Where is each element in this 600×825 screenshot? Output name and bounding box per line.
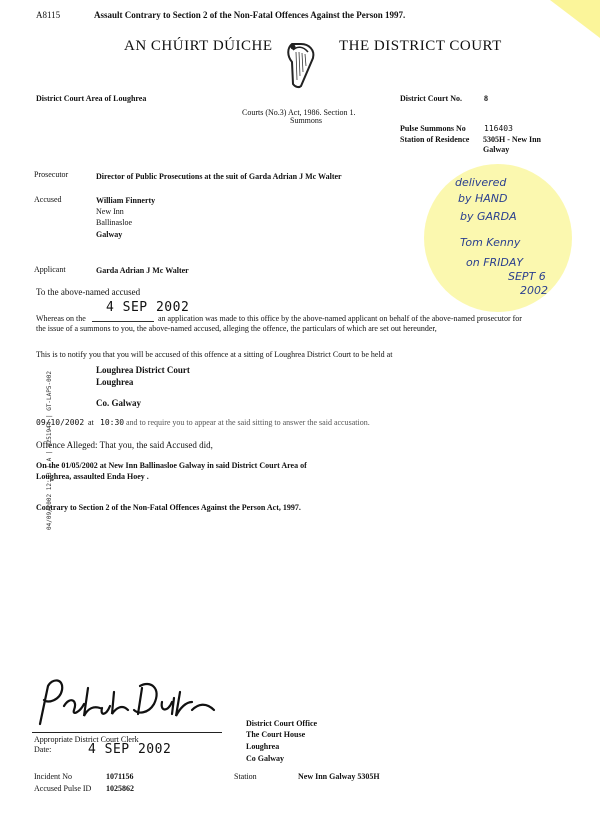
clerk-label: Appropriate District Court Clerk [34,735,139,744]
signature-text: Patrick Duke [30,731,41,733]
pulse-id-value: 1025862 [106,784,134,793]
issue-date-stamp: 4 SEP 2002 [106,300,190,315]
office-line-1: District Court Office [246,719,318,728]
appear-text: and to require you to appear at the said sitting to answer the said accusation. [126,418,370,427]
office-line-3: Loughrea [246,742,280,751]
date-blank-line [92,321,154,322]
pulse-summons-label: Pulse Summons No [400,124,466,133]
pulse-summons-value: 116403 [484,124,513,133]
note-line-5: on FRIDAY [466,256,524,269]
whereas-start: Whereas on the [36,314,86,323]
prosecutor-label: Prosecutor [34,170,69,179]
offence-intro: Offence Alleged: That you, the said Accused did, [36,440,213,450]
venue-county: Co. Galway [96,398,141,408]
court-number-value: 8 [484,94,488,103]
act-line: Courts (No.3) Act, 1986. Section 1. [242,108,356,117]
incident-label: Incident No [34,772,72,781]
accused-address-2: Ballinasloe [96,218,132,227]
accused-address-1: New Inn [96,207,124,216]
offence-line-1: On the 01/05/2002 at New Inn Ballinasloe Galway in said District Court Area of [36,461,307,470]
note-line-6: SEPT 6 [508,270,546,283]
incident-value: 1071156 [106,772,134,781]
note-line-7: 2002 [520,284,548,297]
harp-emblem [283,40,317,90]
to-accused: To the above-named accused [36,287,141,297]
accused-label: Accused [34,195,62,204]
station-value: 5305H - New Inn [483,135,542,144]
summons-label: Summons [290,116,323,125]
offence-line-2: Loughrea, assaulted Enda Hoey . [36,472,149,481]
prosecutor-value: Director of Public Prosecutions at the suit of Garda Adrian J Mc Walter [96,172,342,181]
offence-header: Assault Contrary to Section 2 of the Non-Fatal Offences Against the Person 1997. [94,10,406,20]
note-line-1: delivered [455,176,507,189]
station-value-county: Galway [483,145,510,154]
footer-station-label: Station [234,772,257,781]
appear-at: at [88,418,94,427]
corner-highlight [520,0,600,40]
office-line-2: The Court House [246,730,306,739]
whereas-text-2: the issue of a summons to you, the above-named accused, alleging the offence, the particulars of which are set out hereunder, [36,324,437,333]
signature-line [32,732,222,733]
notify-text: This is to notify you that you will be accused of this offence at a sitting of Loughrea District Court to be held at [36,350,393,359]
note-line-2: by HAND [458,192,508,205]
form-code: A8115 [36,10,61,20]
contrary-line: Contrary to Section 2 of the Non-Fatal Offences Against the Person Act, 1997. [36,503,301,512]
whereas-text: an application was made to this office by the above-named applicant on behalf of the above-named prosecutor for [158,314,522,323]
station-label: Station of Residence [400,135,470,144]
venue-town: Loughrea [96,377,134,387]
appear-time: 10:30 [100,418,125,427]
applicant-value: Garda Adrian J Mc Walter [96,266,189,275]
venue-court: Loughrea District Court [96,365,190,375]
accused-address-3: Galway [96,230,123,239]
court-area: District Court Area of Loughrea [36,94,147,103]
accused-name: William Finnerty [96,196,156,205]
pulse-id-label: Accused Pulse ID [34,784,92,793]
signature [30,672,220,734]
date-label: Date: [34,745,52,754]
court-number-label: District Court No. [400,94,462,103]
title-irish: AN CHÚIRT DÚICHE [124,38,273,54]
note-line-4: Tom Kenny [460,236,521,249]
office-line-4: Co Galway [246,754,284,763]
signed-date-stamp: 4 SEP 2002 [88,742,172,757]
note-line-3: by GARDA [460,210,517,223]
title-english: THE DISTRICT COURT [339,38,502,54]
side-scan-code: 04/09/2002 12:33 | A | 0251944 | GT-LAP5-002 [46,371,53,530]
footer-station-value: New Inn Galway 5305H [298,772,380,781]
appear-date: 09/10/2002 [36,418,85,427]
applicant-label: Applicant [34,265,66,274]
